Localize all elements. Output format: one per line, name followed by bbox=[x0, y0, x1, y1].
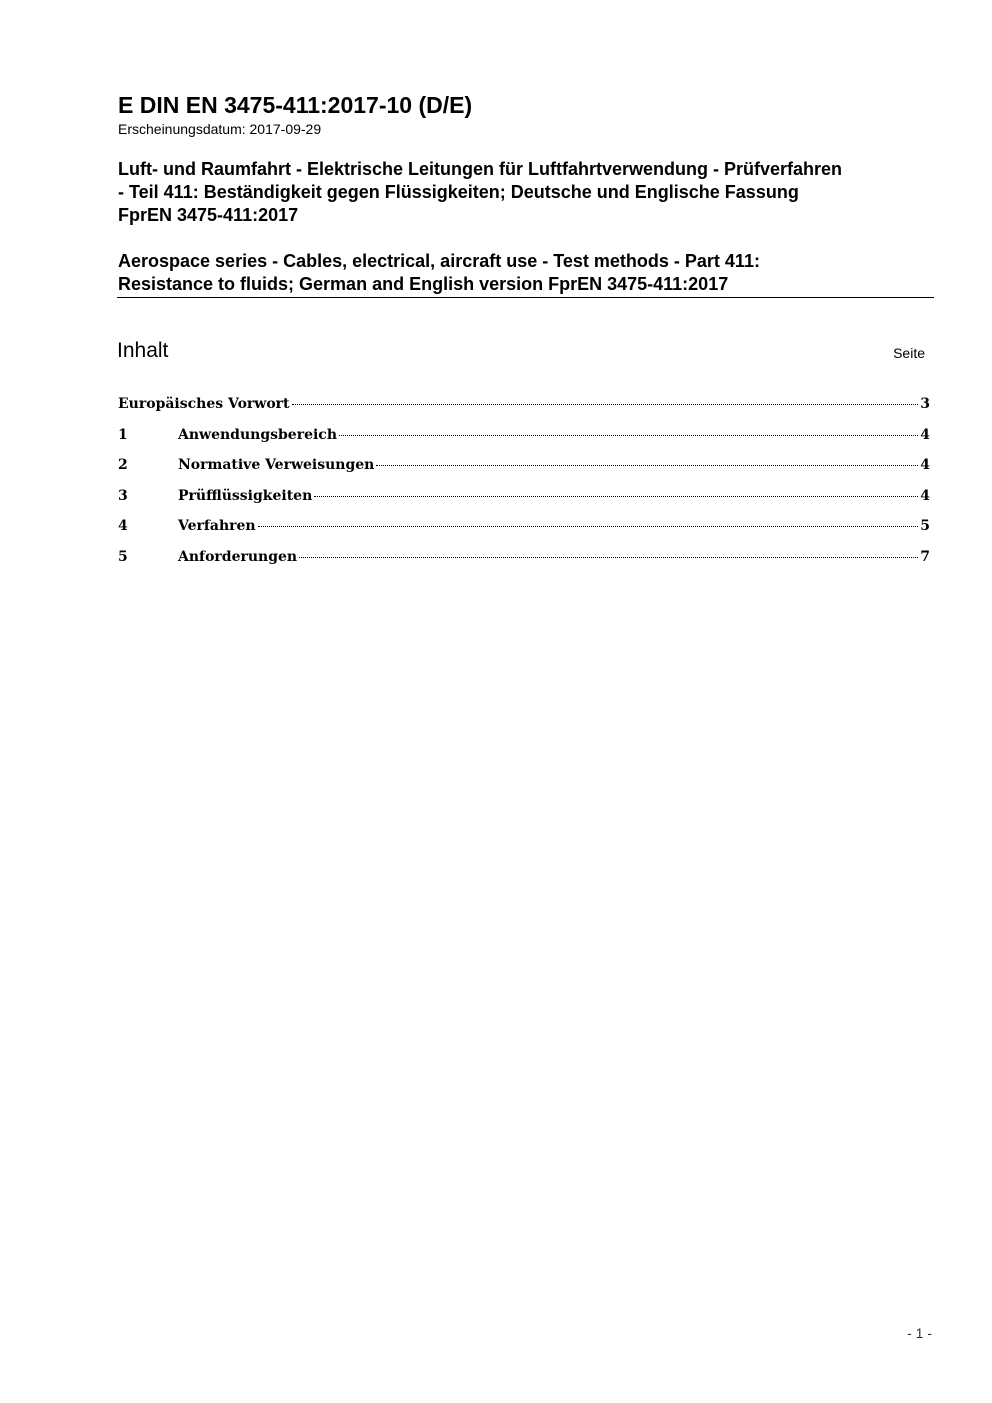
toc-entry-2[interactable] bbox=[118, 455, 930, 486]
title-english-line: Resistance to fluids; German and English version FprEN 3475-411:2017 bbox=[118, 274, 729, 294]
toc-entry-vorwort[interactable] bbox=[118, 394, 930, 425]
toc-entry-3[interactable] bbox=[118, 486, 930, 517]
document-number: E DIN EN 3475-411:2017-10 (D/E) bbox=[118, 92, 473, 118]
toc-entry-label: Europäisches Vorwort bbox=[118, 396, 290, 412]
table-of-contents bbox=[118, 394, 930, 577]
publication-date: Erscheinungsdatum: 2017-09-29 bbox=[118, 121, 322, 137]
toc-entry-label: Normative Verweisungen bbox=[178, 457, 375, 473]
toc-entry-label: Verfahren bbox=[178, 518, 256, 534]
toc-leader bbox=[292, 404, 919, 405]
title-english bbox=[118, 250, 933, 296]
toc-leader bbox=[258, 526, 919, 527]
toc-entry-4[interactable] bbox=[118, 516, 930, 547]
toc-entry-page: 3 bbox=[920, 396, 930, 412]
toc-entry-page: 5 bbox=[920, 518, 930, 534]
title-divider bbox=[117, 297, 934, 298]
toc-entry-number: 4 bbox=[118, 518, 128, 534]
title-german-line: - Teil 411: Beständigkeit gegen Flüssigkeiten; Deutsche und Englische Fassung bbox=[118, 182, 799, 202]
toc-entry-label: Anwendungsbereich bbox=[178, 426, 337, 443]
toc-page-label: Seite bbox=[893, 345, 925, 361]
toc-entry-page: 7 bbox=[920, 548, 930, 565]
toc-leader bbox=[339, 435, 918, 436]
toc-entry-number: 2 bbox=[118, 457, 128, 473]
title-german bbox=[118, 158, 933, 227]
toc-leader bbox=[299, 557, 918, 558]
document-header bbox=[118, 90, 933, 138]
toc-leader bbox=[314, 496, 918, 497]
toc-entry-5[interactable] bbox=[118, 547, 930, 578]
title-german-line: Luft- und Raumfahrt - Elektrische Leitungen für Luftfahrtverwendung - Prüfverfahren bbox=[118, 159, 843, 179]
page-number: - 1 - bbox=[907, 1325, 932, 1341]
toc-entry-number: 3 bbox=[118, 487, 128, 504]
toc-entry-number: 1 bbox=[118, 426, 128, 443]
toc-heading: Inhalt bbox=[117, 339, 169, 362]
toc-entry-1[interactable] bbox=[118, 425, 930, 456]
title-english-line: Aerospace series - Cables, electrical, aircraft use - Test methods - Part 411: bbox=[118, 251, 760, 271]
toc-entry-number: 5 bbox=[118, 548, 128, 565]
toc-entry-page: 4 bbox=[920, 487, 930, 504]
title-german-line: FprEN 3475-411:2017 bbox=[118, 205, 299, 225]
toc-entry-label: Anforderungen bbox=[178, 548, 298, 565]
toc-entry-page: 4 bbox=[920, 426, 930, 443]
toc-entry-page: 4 bbox=[920, 457, 930, 473]
toc-entry-label: Prüfflüssigkeiten bbox=[178, 487, 313, 504]
toc-leader bbox=[376, 465, 918, 466]
